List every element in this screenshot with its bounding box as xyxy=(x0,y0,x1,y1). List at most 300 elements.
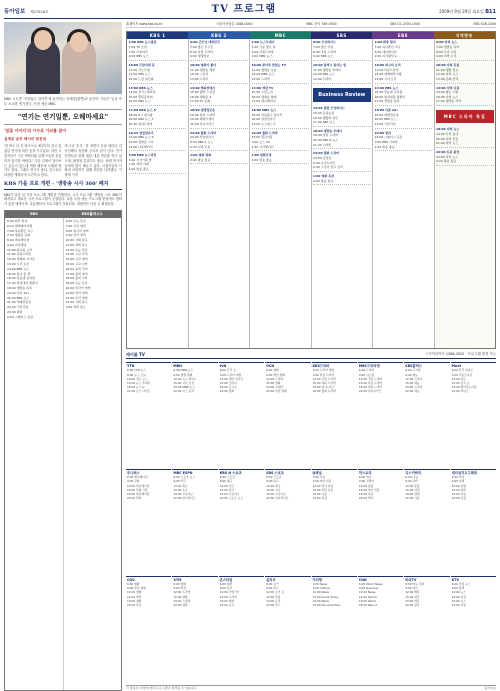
cable-program: 22:00 예능 xyxy=(405,389,420,394)
ebs-program: 18:00 중학 수학 xyxy=(65,276,88,281)
contact-info: 홈페이지 www.kbs.co.kr xyxy=(126,22,163,26)
cable-program: 15:00 자연 xyxy=(405,487,420,492)
cable-program: 12:00 News xyxy=(358,590,376,595)
cable-program: 19:00 프로야구 xyxy=(266,491,286,496)
program-line: 18:00 생생정보통 xyxy=(190,108,216,113)
cable-program: 15:00 뮤직 쇼 xyxy=(451,380,470,385)
program-line: 19:00 일일 드라마 xyxy=(313,133,339,138)
program-line: 11:00 생활 정보 xyxy=(436,67,459,72)
cable-program: 19:00 다큐 xyxy=(312,491,327,496)
program-line: 0:30 그것이 알고 싶다 xyxy=(313,165,343,170)
program-line: 0:00 나이트라인 xyxy=(313,160,336,165)
cable-program: 15:00 Korea Today xyxy=(312,594,339,599)
cable-program: 12:00 축구 xyxy=(173,483,188,488)
ebs-header: EBS xyxy=(5,211,63,218)
cable-program: 6:00 스포츠 뉴스 xyxy=(173,475,195,480)
cable-program: 15:00 골프 xyxy=(219,487,235,492)
program-line: 17:00 애니메이션 xyxy=(251,99,276,104)
program-block xyxy=(190,108,248,129)
channel-headers xyxy=(127,32,495,39)
cable-channel xyxy=(358,469,403,575)
cable-program: 9:00 Culture xyxy=(312,586,330,591)
cable-program: 9:00 예능 xyxy=(405,372,418,377)
cable-channel-name: 디스커버리 xyxy=(405,470,422,475)
ebs-program: 21:00 세계견문록 xyxy=(7,300,32,305)
cable-program: 6:00 스포츠 xyxy=(219,475,236,480)
cable-channel xyxy=(358,576,403,682)
cable-program: 19:00 다큐 xyxy=(358,491,374,496)
cable-channel-name: tvN xyxy=(219,363,227,368)
cable-program: 12:00 뉴스 와이드 xyxy=(173,376,197,381)
program-line: 22:00 월화 드라마 xyxy=(313,151,340,156)
cable-program: 6:00 패션 xyxy=(219,582,233,587)
contact-info-row xyxy=(126,22,496,28)
contact-info: EBS 526-2000 xyxy=(473,22,496,26)
cable-program: 22:00 명국 xyxy=(405,603,420,607)
cable-program: 6:00 영화 xyxy=(173,582,186,587)
cable-channel-name: SBS 스포츠 xyxy=(266,470,285,475)
cable-program: 15:00 시사 토론 xyxy=(173,380,195,385)
cable-program: 15:00 예능 xyxy=(405,380,420,385)
cable-channel-name: MBN xyxy=(173,363,182,368)
ebs-program: 11:00 과학 탐구 xyxy=(65,242,88,247)
cable-program: 15:00 특집 xyxy=(451,594,466,599)
cable-channel-name: 온스타일 xyxy=(219,577,233,582)
cable-program: 12:00 축구 xyxy=(266,483,281,488)
program-line: 15:00 무한도전 xyxy=(251,90,273,95)
cable-program: 9:00 드라마 재방 xyxy=(219,372,242,377)
program-line: 0:40 시사기획 쌈 xyxy=(128,157,152,162)
cable-program: 12:00 차트 xyxy=(451,376,466,381)
cable-program: 6:00 바둑 강좌 xyxy=(405,582,425,587)
cable-program: 22:00 하이라이트 xyxy=(266,496,289,501)
masthead xyxy=(4,4,496,19)
program-line: 16:00 생방송 4 xyxy=(190,94,212,99)
channel-header: EBS xyxy=(372,32,433,39)
program-block xyxy=(252,153,310,164)
cable-program: 12:00 세상 이야기 xyxy=(219,376,244,381)
program-block xyxy=(375,86,433,107)
cable-program: 12:00 주말 드라마 xyxy=(358,376,383,381)
program-line: 20:00 SBS 8 뉴스 xyxy=(313,138,339,143)
cable-channel xyxy=(172,469,217,575)
contact-info: 시청자상담실 1588-0000 xyxy=(215,22,253,26)
ebs-program: 22:00 수리 영역 xyxy=(65,295,88,300)
program-block xyxy=(436,86,494,107)
program-line: 0:00 뉴스 24 xyxy=(251,139,270,144)
cable-channel-name: Q채널 xyxy=(312,470,322,475)
cable-program: 12:00 문명 xyxy=(358,483,374,488)
program-line: 7:00 기분 좋은 날 xyxy=(251,45,276,50)
cable-program: 6:00 요리 xyxy=(266,582,279,587)
program-line: 9:00 KBS 뉴스 xyxy=(128,54,149,59)
ebs-program: 14:00 고교 영어 xyxy=(65,257,88,262)
program-line: 10:00 찾아라 맛있는 TV xyxy=(251,62,286,67)
program-block xyxy=(375,108,433,129)
cable-program: 9:00 Business xyxy=(358,586,379,591)
cable-program: 6:00 영화 xyxy=(127,582,140,587)
news-headline: KBS 가을 프로 개편 - '생방송 시사 360' 폐지 xyxy=(4,181,122,190)
cable-program: 9:00 한국 영화 xyxy=(127,586,146,591)
cable-program: 15:00 맛집 xyxy=(266,594,281,599)
cable-program: 6:00 뮤직 비디오 xyxy=(451,368,474,373)
program-block xyxy=(436,40,494,61)
cable-channel xyxy=(265,362,310,468)
ebs-program: 15:00 고교 수학 xyxy=(65,262,88,267)
program-line: 13:00 문화 산책 xyxy=(436,76,459,81)
cable-program: 15:00 대국 xyxy=(405,594,420,599)
ebs-program: 16:00 딩동댕 유치원 xyxy=(7,276,35,281)
ebs-program: 17:00 중학 영어 xyxy=(65,271,88,276)
program-line: 18:00 MBC 뉴스 xyxy=(251,108,277,113)
ebs-program: 16:00 중학 국어 xyxy=(65,266,88,271)
cable-channel-name: KTV xyxy=(451,577,459,582)
program-line: 15:00 향토 기행 xyxy=(436,90,459,95)
program-block xyxy=(313,63,371,84)
program-line: 13:00 드라마 xyxy=(190,76,209,81)
program-line: 1:00 영화 특선 xyxy=(313,173,335,178)
article-subhead-2: 실제로 공부 해서의 원천대 xyxy=(4,136,46,141)
cable-program: 9:00 대국 xyxy=(405,586,418,591)
cable-program: 15:00 영화 xyxy=(173,594,188,599)
cable-program: 6:00 자연 xyxy=(451,475,465,480)
page-footer xyxy=(126,685,496,691)
article-col-2: 비'그냥 웃겨.' 한 장면이 끝날 때마다 감독님께서 칭찬해 주셔서 힘이 난다. 연기 선생님과 함께 매일 대본 연습을 하고 있으며, 촬영장 분위기도 좋다. 선배 연기자들에게 많이 배우고 있다. 시청자들의 사랑에 보답하기 위해 최선을 다하겠다. 이원재 기자 xyxy=(64,144,122,178)
program-line: 18:00 지역 뉴스 xyxy=(436,127,460,132)
program-line: 16:00 생방송 화제 xyxy=(251,94,277,99)
cable-program: 12:00 역사 다큐 xyxy=(312,483,334,488)
cable-program: 12:00 리얼리티 xyxy=(219,590,240,595)
program-line: 20:00 지역 특집 xyxy=(436,136,459,141)
cable-note: 스카이라이프 1588-3002 · 프로그램 변경 가능 xyxy=(425,352,496,356)
program-block xyxy=(313,40,371,61)
program-line: 21:00 스타킹 xyxy=(313,142,332,147)
program-line: 16:00 지역 뉴스 xyxy=(436,94,459,99)
program-line: 7:00 생방송 지역 xyxy=(436,45,460,50)
cable-channel-name: KBS드라마 xyxy=(312,363,330,368)
program-line: 23:00 스페이스 공감 xyxy=(374,135,403,140)
cable-program: 14:00 뉴스 투데이 xyxy=(127,380,151,385)
program-line: 14:00 EBS 뉴스 xyxy=(374,85,399,90)
cable-program: 12:00 드라마 xyxy=(405,376,423,381)
cable-program: 19:00 프로야구 xyxy=(173,491,194,496)
program-line: 14:00 출발 모닝와이드 xyxy=(313,106,345,111)
footer-brand: 동아일보 xyxy=(484,686,496,691)
channel-column xyxy=(189,39,251,348)
cable-channel xyxy=(172,362,217,468)
program-line: 15:00 출발 드림팀 xyxy=(190,90,216,95)
cable-program: 9:00 야생 xyxy=(451,479,465,484)
ebs-program: 20:00 외국어 영역 xyxy=(65,286,91,291)
cable-program: 19:00 시네마 xyxy=(266,385,284,390)
ebs-program: 10:00 최고의 요리 xyxy=(7,247,33,252)
footer-note: 각 방송사 사정에 따라 프로그램이 변경될 수 있습니다. xyxy=(126,686,198,691)
cable-program: 9:00 생생 경제 xyxy=(173,372,193,377)
cable-program: 9:00 전쟁사 xyxy=(358,479,375,484)
cable-channel xyxy=(404,362,449,468)
news-body: KBS가 다음 달 가을 프로그램 개편을 단행한다. 시사 프로그램 '생방송 시사 360'이 폐지되고 새로운 시사 프로그램이 신설된다. 또한 주말 예능 프로그램 편성에도 변화가 있을 예정이며, 다큐멘터리 프로그램이 강화된다. 개편안은 다음 주 확정된다. xyxy=(4,192,122,207)
program-line: 19:00 일일 드라마 xyxy=(190,112,216,117)
cable-program: 22:00 특집 xyxy=(312,496,327,501)
program-line: 7:00 좋은 아침 xyxy=(313,45,334,50)
program-line: 14:00 전국노래자랑 xyxy=(128,90,156,95)
program-block xyxy=(313,174,371,185)
program-line: 15:00 딩동댕 유치원 xyxy=(374,90,403,95)
ebs-program: 23:00 명의 xyxy=(7,310,23,315)
program-block xyxy=(252,63,310,84)
ebs-program: 8:00 애니메이션 xyxy=(7,238,30,243)
ebs-program: 6:10 세계테마기행 xyxy=(7,223,33,228)
program-line: 2:00 방송 종료 xyxy=(128,167,149,172)
program-block xyxy=(190,63,248,84)
program-line: 0:00 방송 종료 xyxy=(436,159,457,164)
cable-program: 12:00 요리 쇼 xyxy=(266,590,285,595)
cable-program: 22:00 토크 xyxy=(219,603,235,607)
cable-program: 19:00 World xyxy=(358,598,376,603)
cable-channel xyxy=(312,576,357,682)
program-block xyxy=(190,86,248,107)
cable-program: 15:00 농구 xyxy=(173,487,188,492)
program-line: 22:00 토론 광장 xyxy=(436,150,460,155)
cable-program: 9:00 배구 xyxy=(219,479,233,484)
date: 2009년 9월 29일 화요일 xyxy=(439,9,484,15)
cable-channel xyxy=(404,576,449,682)
program-block xyxy=(252,86,310,107)
cable-title: 케이블 TV xyxy=(126,352,145,357)
ebs-col-left xyxy=(5,218,64,690)
cable-channel-name: KBS N 스포츠 xyxy=(219,470,242,475)
page-number: B11 xyxy=(485,9,496,16)
cable-program: 6:00 YTN 뉴스 xyxy=(127,368,146,373)
program-block xyxy=(436,150,494,166)
program-block xyxy=(313,129,371,150)
cable-program: 19:00 프로야구 xyxy=(219,491,240,496)
program-line: 8:00 아침드라마 xyxy=(251,49,274,54)
cable-program: 6:00 드라마 xyxy=(405,368,421,373)
program-line: 12:00 SBS 뉴스 xyxy=(313,72,336,77)
article-col-1: '한 번도 다 본 장식으로 예전부터 갖고 있었던 연기에 대한 꿈을 이루었다. 다만 시청자들이 극중 캐릭터와 실제 모습을 혼동하지 않기를 바란다.' 가끔 길에서 알아보는 분들이 있는데 역할 때문에 오해를 받기도 한다. 그래도 연기가 좋다. 앞으로도 다양한 캐릭터에 도전하고 싶다. xyxy=(4,144,62,178)
cable-program: 22:00 Documentary xyxy=(312,603,341,607)
program-line: 9:00 SBS 뉴스 xyxy=(313,54,334,59)
program-block xyxy=(129,153,187,174)
ebs-program: 0:00 과학 탐구 xyxy=(65,305,86,310)
program-line: 11:00 생방송 투데이 xyxy=(313,67,341,72)
program-line: 13:00 드라마 xyxy=(251,76,270,81)
cable-program: 19:00 영화 xyxy=(127,598,142,603)
program-line: 14:00 섹션 TV xyxy=(251,85,274,90)
cable-program: 19:00 MBN 뉴스 xyxy=(173,385,196,390)
contact-info: SBS 02-2000-1000 xyxy=(390,22,420,26)
cable-program: 6:00 국정 뉴스 xyxy=(451,582,471,587)
program-line: 6:00 지역 뉴스 xyxy=(436,40,458,45)
cable-program: 15:00 드라마 xyxy=(219,594,237,599)
program-line: 1:00 영화 명화 xyxy=(190,153,212,158)
ebs-program: 7:00 하나뿐인 지구 xyxy=(7,228,34,233)
program-line: 10:00 잘먹고 잘사는 법 xyxy=(313,62,346,67)
cable-channel-name: 아리랑 xyxy=(312,577,323,582)
program-line: 9:00 지식채널 e xyxy=(374,54,397,59)
cable-program: 9:00 카운트다운 xyxy=(451,372,473,377)
cable-channel-name: CGV xyxy=(127,577,135,582)
program-line: 21:00 극한직업 xyxy=(374,122,396,126)
cable-program: 15:00 영화 xyxy=(266,380,281,385)
program-block xyxy=(190,40,248,61)
cable-channel xyxy=(126,576,171,682)
ebs-program: 10:00 사회 탐구 xyxy=(65,238,88,243)
ebs-program: 7:00 수리 영역 xyxy=(65,223,86,228)
article-subhead: '점잖 이미지'의 가수로 기타를 잡아 xyxy=(4,128,67,134)
cable-program: 9:00 야구 xyxy=(173,479,186,484)
program-line: 17:00 SBS 뉴스 xyxy=(313,120,336,125)
cable-channel xyxy=(404,469,449,575)
cable-program: 22:00 뉴스 분석 xyxy=(173,389,195,394)
cable-header xyxy=(126,352,496,359)
cable-program: 23:00 영화 xyxy=(219,389,235,394)
cable-program: 9:00 뷰티 xyxy=(219,586,233,591)
program-line: 6:00 뉴스투데이 xyxy=(251,40,275,45)
cable-program: 22:00 월화 드라마 xyxy=(312,389,336,394)
ebs-program: 6:00 희망 편지 xyxy=(7,218,28,223)
cable-channel-name: 바둑TV xyxy=(405,577,417,582)
cable-channel xyxy=(312,469,357,575)
program-line: 7:50 아침마당 xyxy=(128,49,148,54)
ebs-program: 13:00 시사 토론 xyxy=(7,262,30,267)
left-column xyxy=(4,22,122,691)
cable-program: 22:00 특선 xyxy=(127,603,142,607)
program-line: 23:00 지역 뉴스 xyxy=(436,154,459,159)
program-line: 17:00 KBS 뉴스 5 xyxy=(128,108,156,113)
program-line: 2:00 방송 종료 xyxy=(313,178,334,183)
cable-program: 12:00 야구 xyxy=(219,483,235,488)
cable-channel-name: Mnet xyxy=(451,363,462,368)
cable-program: 6:00 News xyxy=(312,582,328,587)
cable-channel-name: MBC드라마넷 xyxy=(358,363,380,368)
cable-program: 10:00 정오 뉴스 xyxy=(127,376,148,381)
program-line: 8:00 아침 드라마 xyxy=(313,49,337,54)
program-line: 16:00 방귀대장 뿡뿡이 xyxy=(374,94,406,99)
program-block xyxy=(129,86,187,107)
cable-program: 19:00 드라마 xyxy=(405,385,423,390)
cable-program: 15:00 특집 드라마 xyxy=(358,380,383,385)
channel-header: SBS xyxy=(311,32,372,39)
program-line: 20:00 일일연속극 xyxy=(251,117,276,122)
cable-program: 18:00 뉴스 Q xyxy=(127,385,145,390)
cable-channel xyxy=(451,469,496,575)
grid-body xyxy=(127,39,495,348)
cable-program: 19:00 패션 xyxy=(219,598,235,603)
cable-program: 22:00 라이브 xyxy=(451,389,469,394)
program-line: 0:30 심야 토론 xyxy=(190,144,211,149)
channel-column xyxy=(127,39,189,348)
cable-program: 19:00 요리 xyxy=(266,598,281,603)
ebs-program: 23:00 사회 탐구 xyxy=(65,300,88,305)
paper-name xyxy=(4,9,49,16)
channel-header: KBS 1 xyxy=(127,32,188,39)
cable-channel xyxy=(451,362,496,468)
channel-header: KBS 2 xyxy=(188,32,249,39)
cable-program: 15:00 Sports xyxy=(358,594,377,599)
cable-program: 8:00 뉴스 오늘 xyxy=(127,372,146,377)
program-line: 12:00 도전 골든벨 xyxy=(128,76,154,81)
program-line: 18:00 다큐 10+ xyxy=(374,108,399,113)
cable-program: 15:00 역사 인물 xyxy=(358,487,380,492)
ebs-program: 12:00 세계의 아이들 xyxy=(7,257,35,262)
program-line: 23:00 상상더하기 xyxy=(190,135,215,140)
program-line: 7:00 좋은 친구들 xyxy=(190,45,214,50)
cable-program: 6:00 다큐 xyxy=(312,475,326,480)
program-line: 14:00 지역 다큐 xyxy=(436,85,460,90)
cable-channel-name: 히스토리 xyxy=(358,470,372,475)
program-line: 6:00 희망 편지 xyxy=(374,40,396,45)
program-block xyxy=(313,106,371,127)
cable-channel xyxy=(126,469,171,575)
program-line: 11:00 생방송 세상 xyxy=(190,67,216,72)
cable-program: 12:00 영화 xyxy=(127,590,142,595)
ebs-program: 19:00 수능 특강 xyxy=(65,281,88,286)
program-line: 21:00 지역 뉴스 xyxy=(436,141,459,146)
program-line: 21:00 미니시리즈 xyxy=(190,122,215,126)
ebs-program: 20:00 EBS 뉴스 xyxy=(7,295,30,300)
cable-channel-name: XTM xyxy=(173,577,182,582)
cable-program: 6:00 역사 xyxy=(358,475,372,480)
program-line: 1:30 과학 카페 xyxy=(128,162,149,167)
program-line: 22:00 월화 드라마 xyxy=(251,130,278,135)
program-line: 18:00 생방송 투데이 xyxy=(313,128,343,133)
ebs-program: 14:00 EBS 뉴스 xyxy=(7,266,30,271)
program-block xyxy=(252,108,310,129)
program-line: 23:00 황금어장 xyxy=(251,135,273,140)
ad-banner-2: MBC 드라마 특집 xyxy=(436,110,494,123)
ebs-program: 0:00 스페이스 공감 xyxy=(7,314,34,319)
cable-program: 19:00 News xyxy=(312,598,330,603)
cable-program: 15:00 만화 극장 xyxy=(127,487,148,492)
cable-program: 19:00 뉴스 xyxy=(451,598,466,603)
cable-channel xyxy=(451,576,496,682)
program-line: 0:00 EBS 시네마 xyxy=(374,139,398,144)
cable-program: 9:00 일일 드라마 xyxy=(312,372,335,377)
program-line: 11:00 다큐프라임 xyxy=(374,67,399,72)
program-block xyxy=(129,40,187,61)
program-line: 9:00 MBC 뉴스 xyxy=(251,54,273,59)
program-line: 10:00 지역 특집 xyxy=(436,62,460,67)
cable-channel xyxy=(358,362,403,468)
cable-program: 9:00 과학 xyxy=(405,479,418,484)
program-line: 12:00 MBC 뉴스 xyxy=(251,72,275,77)
program-line: 7:00 TV 소설 xyxy=(128,45,147,50)
ebs-program: 18:00 생방송 톡톡 xyxy=(7,286,33,291)
program-line: 21:00 뉴스데스크 xyxy=(251,122,276,126)
program-line: 1:00 방송 종료 xyxy=(374,144,395,149)
cable-program: 22:00 스포츠 뉴스 xyxy=(219,496,244,501)
right-column xyxy=(126,22,496,691)
cable-program: 6:00 뮤직 쇼 xyxy=(219,368,236,373)
program-line: 11:00 가요무대 xyxy=(128,67,150,72)
cable-program: 22:00 만화 xyxy=(127,496,142,501)
ebs-program: 9:00 지식채널 xyxy=(7,242,27,247)
ebs-program: 9:00 언어 영역 xyxy=(65,233,86,238)
cable-program: 19:00 엠카운트다운 xyxy=(451,385,477,390)
cable-channel xyxy=(312,362,357,468)
cable-program: 6:00 다큐 xyxy=(405,475,418,480)
program-line: 20:00 EBS 뉴스 xyxy=(374,117,397,122)
section-title: TV 프로그램 xyxy=(211,3,276,15)
cable-program: 6:00 드라마 재방 xyxy=(312,368,335,373)
cable-channel-name: 투니버스 xyxy=(127,470,140,475)
program-block xyxy=(129,63,187,84)
cable-program: 12:00 뉴스 xyxy=(451,590,466,595)
cable-program: 22:00 역사 xyxy=(358,496,374,501)
cable-channel xyxy=(265,469,310,575)
